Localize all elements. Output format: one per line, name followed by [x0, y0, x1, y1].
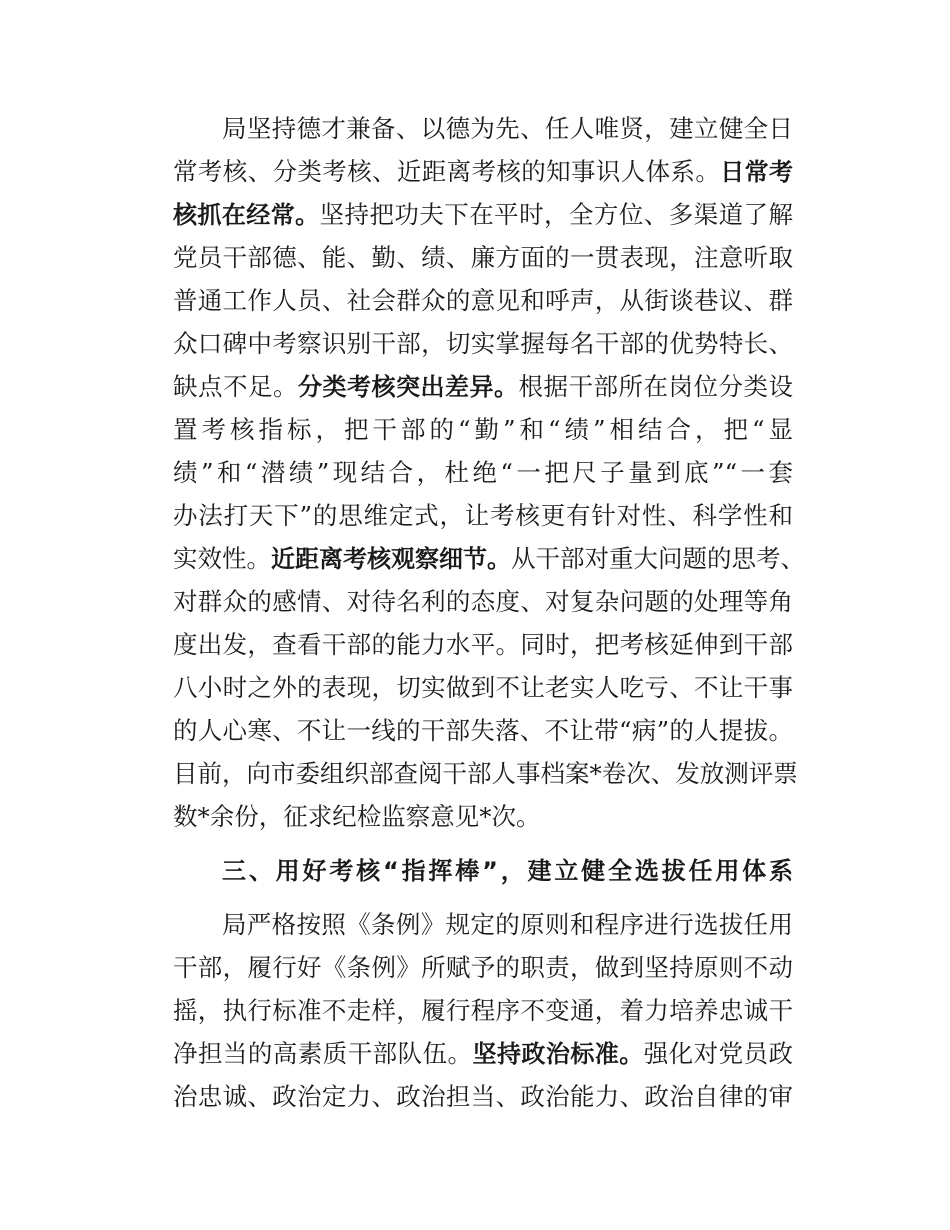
text-span: 普通工作人员、社会群众的意见和呼声，从街谈巷议、群	[173, 286, 793, 315]
text-span: 根据干部所在岗位分类设	[518, 372, 793, 401]
text-span: 的人心寒、不让一线的干部失落、不让带“病”的人提拔。	[173, 716, 793, 745]
text-span: 缺点不足。	[173, 372, 298, 401]
bold-lead-span: 坚持政治标准。	[472, 1040, 644, 1068]
text-span: 坚持把功夫下在平时，全方位、多渠道了解	[319, 200, 793, 229]
text-span: 干部，履行好《条例》所赋予的职责，做到坚持原则不动	[173, 953, 793, 982]
text-span: 数*余份，征求纪检监察意见*次。	[173, 802, 541, 831]
text-span: 绩”和“潜绩”现结合，杜绝“一把尺子量到底”“一套	[173, 458, 793, 487]
text-span: 实效性。	[173, 544, 271, 573]
paragraph-line	[173, 1071, 793, 1123]
text-span: 从干部对重大问题的思考、	[511, 544, 805, 573]
text-span: 众口碑中考察识别干部，切实掌握每名干部的优势特长、	[173, 329, 793, 358]
bold-lead-span: 核抓在经常。	[173, 201, 320, 229]
bold-lead-span: 日常考	[720, 158, 793, 186]
text-span: 对群众的感情、对待名利的态度、对复杂问题的处理等角	[173, 587, 793, 616]
text-span: 置考核指标，把干部的“勤”和“绩”相结合，把“显	[173, 415, 793, 444]
text-span: 净担当的高素质干部队伍。	[173, 1039, 473, 1068]
text-span: 局严格按照《条例》规定的原则和程序进行选拔任用	[222, 910, 793, 939]
text-span: 度出发，查看干部的能力水平。同时，把考核延伸到干部	[173, 630, 793, 659]
paragraph-line	[173, 791, 793, 843]
text-span: 党员干部德、能、勤、绩、廉方面的一贯表现，注意听取	[173, 243, 793, 272]
text-span: 目前，向市委组织部查阅干部人事档案*卷次、发放测评票	[173, 759, 798, 788]
text-span: 常考核、分类考核、近距离考核的知事识人体系。	[173, 157, 721, 186]
bold-lead-span: 近距离考核观察细节。	[271, 545, 511, 573]
text-span: 强化对党员政	[643, 1039, 794, 1068]
text-span: 摇，执行标准不走样，履行程序不变通，着力培养忠诚干	[173, 996, 793, 1025]
text-span: 办法打天下”的思维定式，让考核更有针对性、科学性和	[173, 501, 793, 530]
text-span: 局坚持德才兼备、以德为先、任人唯贤，建立健全日	[222, 114, 793, 143]
text-span: 治忠诚、政治定力、政治担当、政治能力、政治自律的审	[173, 1082, 793, 1111]
section-heading: 三、用好考核“指挥棒”，建立健全选拔任用体系	[222, 857, 793, 885]
text-span: 八小时之外的表现，切实做到不让老实人吃亏、不让干事	[173, 673, 793, 702]
bold-lead-span: 分类考核突出差异。	[298, 373, 519, 401]
